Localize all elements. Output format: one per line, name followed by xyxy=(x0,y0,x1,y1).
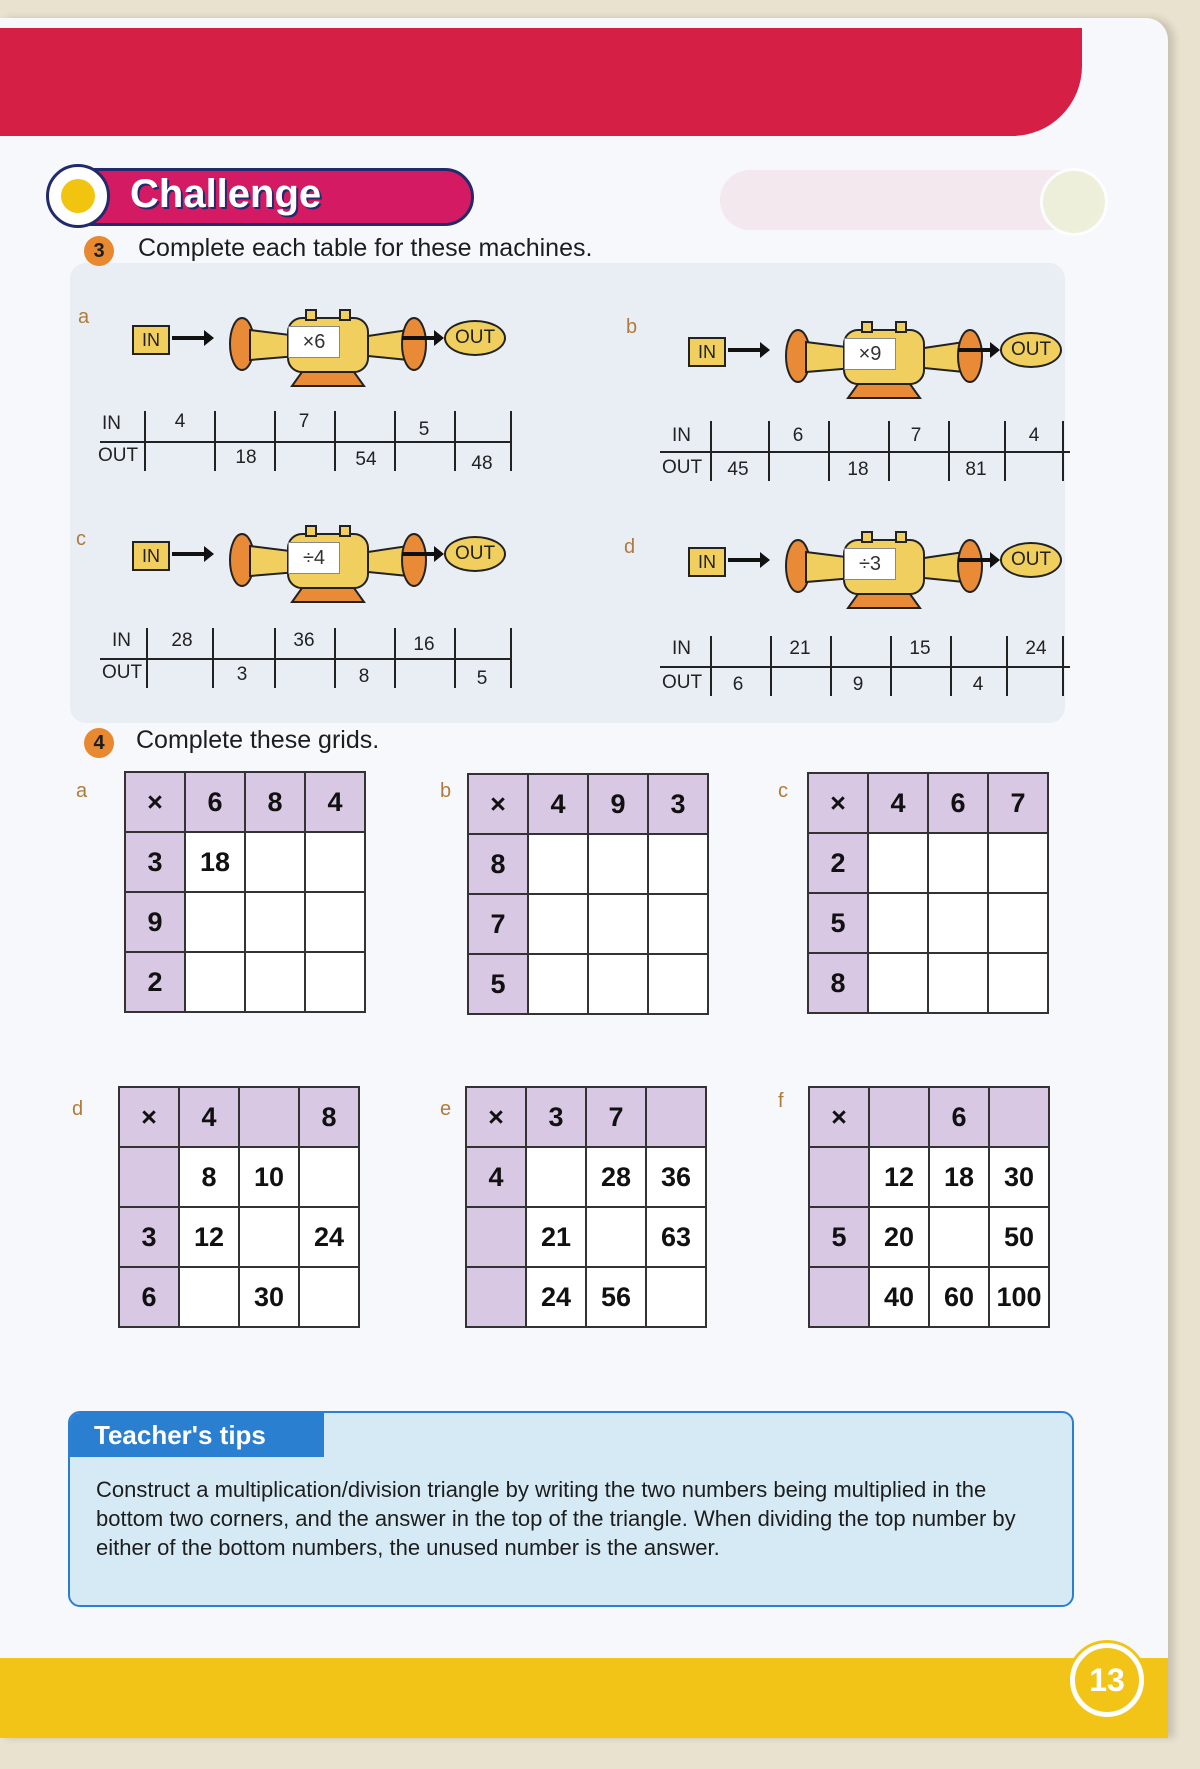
grid-header-cell xyxy=(809,1267,869,1327)
machine-a xyxy=(132,304,502,394)
table-cell: 8 xyxy=(358,666,370,687)
table-cell: 21 xyxy=(789,638,811,659)
question-3-instruction: Complete each table for these machines. xyxy=(138,234,593,262)
grid-cell[interactable] xyxy=(588,834,648,894)
grid-cell[interactable] xyxy=(988,953,1048,1013)
machine-c-letter: c xyxy=(76,528,86,550)
grid-cell[interactable] xyxy=(586,1207,646,1267)
grid-header-cell: 2 xyxy=(125,952,185,1012)
grid-b xyxy=(467,773,709,1015)
grid-cell[interactable] xyxy=(245,832,305,892)
arrow-icon xyxy=(172,552,206,556)
grid-header-cell: × xyxy=(809,1087,869,1147)
table-cell: 18 xyxy=(847,459,869,480)
header-band xyxy=(0,28,1082,136)
grid-row xyxy=(119,1267,359,1327)
table-cell: 4 xyxy=(174,411,186,432)
grid-header-cell: 7 xyxy=(988,773,1048,833)
arrow-icon xyxy=(958,348,992,352)
question-4-number: 4 xyxy=(84,728,114,758)
grid-row xyxy=(468,894,708,954)
in-label: IN xyxy=(112,630,131,651)
grid-row xyxy=(808,893,1048,953)
machine-out-oval: OUT xyxy=(1000,542,1062,578)
grid-a-letter: a xyxy=(76,780,88,802)
grid-d xyxy=(118,1086,360,1328)
grid-cell[interactable] xyxy=(526,1147,586,1207)
machine-in-box: IN xyxy=(132,325,170,355)
challenge-circle-icon xyxy=(46,164,110,228)
machine-b xyxy=(688,316,1058,406)
grid-row xyxy=(809,1087,1049,1147)
grid-header-cell: 4 xyxy=(466,1147,526,1207)
workbook-page xyxy=(0,18,1168,1738)
machine-operation: ÷3 xyxy=(844,548,896,580)
table-cell: 7 xyxy=(298,411,310,432)
grid-header-cell: 3 xyxy=(119,1207,179,1267)
grid-row xyxy=(125,952,365,1012)
table-cell: 36 xyxy=(293,630,315,651)
grid-row xyxy=(808,953,1048,1013)
grid-header-cell: 6 xyxy=(185,772,245,832)
grid-header-cell: 4 xyxy=(305,772,365,832)
table-cell: 81 xyxy=(965,459,987,480)
grid-header-cell: 4 xyxy=(868,773,928,833)
grid-e xyxy=(465,1086,707,1328)
table-cell: 6 xyxy=(732,674,744,695)
machine-operation: ÷4 xyxy=(288,542,340,574)
grid-header-cell: × xyxy=(468,774,528,834)
question-4-instruction: Complete these grids. xyxy=(136,726,380,754)
arrow-icon xyxy=(402,336,436,340)
machine-out-oval: OUT xyxy=(444,536,506,572)
grid-cell[interactable] xyxy=(179,1267,239,1327)
grid-cell[interactable]: 10 xyxy=(239,1147,299,1207)
arrow-icon xyxy=(402,552,436,556)
grid-cell[interactable]: 30 xyxy=(989,1147,1049,1207)
machine-in-box: IN xyxy=(132,541,170,571)
grid-header-cell: 6 xyxy=(928,773,988,833)
grid-header-cell: 4 xyxy=(179,1087,239,1147)
grid-header-cell: 8 xyxy=(468,834,528,894)
grid-cell[interactable] xyxy=(928,833,988,893)
grid-cell[interactable]: 40 xyxy=(869,1267,929,1327)
grid-cell[interactable] xyxy=(646,1267,706,1327)
grid-f xyxy=(808,1086,1050,1328)
grid-row xyxy=(808,773,1048,833)
grid-header-cell xyxy=(239,1087,299,1147)
grid-header-cell: 3 xyxy=(648,774,708,834)
grid-row xyxy=(809,1267,1049,1327)
arrow-icon xyxy=(728,348,762,352)
grid-cell[interactable]: 24 xyxy=(299,1207,359,1267)
grid-cell[interactable] xyxy=(929,1207,989,1267)
io-table-a xyxy=(98,411,510,474)
grid-cell[interactable]: 36 xyxy=(646,1147,706,1207)
challenge-title: Challenge xyxy=(130,172,322,216)
grid-row xyxy=(466,1207,706,1267)
out-label: OUT xyxy=(102,662,143,683)
grid-header-cell: 6 xyxy=(119,1267,179,1327)
machine-b-letter: b xyxy=(626,316,638,338)
grid-cell[interactable] xyxy=(988,833,1048,893)
grid-header-cell xyxy=(646,1087,706,1147)
arrow-icon xyxy=(728,558,762,562)
grid-header-cell xyxy=(466,1207,526,1267)
out-label: OUT xyxy=(662,672,703,693)
grid-row xyxy=(468,954,708,1014)
grid-cell[interactable]: 18 xyxy=(185,832,245,892)
table-cell: 9 xyxy=(852,674,864,695)
grid-header-cell: 9 xyxy=(588,774,648,834)
machine-operation: ×6 xyxy=(288,326,340,358)
grid-c-letter: c xyxy=(778,780,788,802)
grid-cell[interactable] xyxy=(299,1267,359,1327)
grid-header-cell xyxy=(809,1147,869,1207)
grid-header-cell: 4 xyxy=(528,774,588,834)
out-label: OUT xyxy=(98,445,139,466)
grid-header-cell: 7 xyxy=(468,894,528,954)
grid-f-letter: f xyxy=(778,1090,784,1112)
grid-row xyxy=(809,1147,1049,1207)
grid-cell[interactable]: 63 xyxy=(646,1207,706,1267)
grid-header-cell: × xyxy=(808,773,868,833)
table-cell: 4 xyxy=(1028,425,1040,446)
grid-row xyxy=(809,1207,1049,1267)
machine-in-box: IN xyxy=(688,337,726,367)
grid-row xyxy=(125,892,365,952)
grid-header-cell xyxy=(989,1087,1049,1147)
grid-cell[interactable]: 21 xyxy=(526,1207,586,1267)
machine-out-oval: OUT xyxy=(444,320,506,356)
machine-d xyxy=(688,526,1058,616)
footer-band xyxy=(0,1658,1168,1738)
table-cell: 18 xyxy=(235,447,257,468)
grid-cell[interactable]: 60 xyxy=(929,1267,989,1327)
grid-row xyxy=(125,832,365,892)
grid-header-cell: 7 xyxy=(586,1087,646,1147)
grid-cell[interactable]: 24 xyxy=(526,1267,586,1327)
grid-cell[interactable] xyxy=(988,893,1048,953)
grid-header-cell: 5 xyxy=(468,954,528,1014)
table-cell: 45 xyxy=(727,459,749,480)
teachers-tips-title: Teacher's tips xyxy=(70,1413,324,1457)
grid-cell[interactable]: 8 xyxy=(179,1147,239,1207)
grid-a xyxy=(124,771,366,1013)
table-cell: 24 xyxy=(1025,638,1047,659)
grid-cell[interactable] xyxy=(868,953,928,1013)
table-cell: 16 xyxy=(413,634,435,655)
grid-header-cell xyxy=(466,1267,526,1327)
in-label: IN xyxy=(102,413,121,434)
table-cell: 6 xyxy=(792,425,804,446)
table-cell: 4 xyxy=(972,674,984,695)
grid-cell[interactable] xyxy=(299,1147,359,1207)
grid-row xyxy=(466,1267,706,1327)
io-table-b xyxy=(660,421,1070,481)
grid-header-cell: 8 xyxy=(808,953,868,1013)
grid-cell[interactable] xyxy=(245,892,305,952)
table-cell: 7 xyxy=(910,425,922,446)
machine-out-oval: OUT xyxy=(1000,332,1062,368)
grid-cell[interactable]: 100 xyxy=(989,1267,1049,1327)
grid-row xyxy=(468,774,708,834)
page-number: 13 xyxy=(1070,1643,1144,1717)
in-label: IN xyxy=(672,638,691,659)
grid-header-cell: × xyxy=(466,1087,526,1147)
arrow-icon xyxy=(172,336,206,340)
grid-header-cell: 3 xyxy=(125,832,185,892)
grid-cell[interactable] xyxy=(305,892,365,952)
grid-c xyxy=(807,772,1049,1014)
table-cell: 15 xyxy=(909,638,931,659)
table-cell: 54 xyxy=(355,449,377,470)
grid-header-cell: 5 xyxy=(809,1207,869,1267)
show-through-circle xyxy=(1040,168,1108,236)
grid-header-cell: 6 xyxy=(929,1087,989,1147)
grid-cell[interactable] xyxy=(185,952,245,1012)
grid-cell[interactable] xyxy=(928,953,988,1013)
grid-row xyxy=(125,772,365,832)
machine-operation: ×9 xyxy=(844,338,896,370)
grid-header-cell: 8 xyxy=(245,772,305,832)
grid-b-letter: b xyxy=(440,780,452,802)
grid-cell[interactable] xyxy=(648,894,708,954)
out-label: OUT xyxy=(662,457,703,478)
grid-header-cell: 2 xyxy=(808,833,868,893)
table-cell: 3 xyxy=(236,664,248,685)
grid-cell[interactable]: 50 xyxy=(989,1207,1049,1267)
grid-cell[interactable] xyxy=(528,894,588,954)
grid-cell[interactable] xyxy=(648,954,708,1014)
machine-a-letter: a xyxy=(78,306,90,328)
grid-e-letter: e xyxy=(440,1098,452,1120)
grid-header-cell: × xyxy=(119,1087,179,1147)
grid-row xyxy=(119,1147,359,1207)
grid-row xyxy=(119,1207,359,1267)
table-cell: 28 xyxy=(171,630,193,651)
table-cell: 5 xyxy=(418,419,430,440)
teachers-tips-text: Construct a multiplication/division triangle by writing the two numbers being multiplied in the bottom two corners, and the answer in the top of the triangle. When dividing the top number by either of the bottom numbers, the unused number is the answer. xyxy=(96,1477,1016,1560)
grid-row xyxy=(468,834,708,894)
teachers-tips-box xyxy=(68,1411,1074,1607)
grid-cell[interactable] xyxy=(868,893,928,953)
grid-header-cell xyxy=(119,1147,179,1207)
grid-cell[interactable]: 12 xyxy=(179,1207,239,1267)
grid-header-cell: × xyxy=(125,772,185,832)
io-table-d xyxy=(660,636,1070,696)
grid-header-cell: 5 xyxy=(808,893,868,953)
grid-cell[interactable] xyxy=(185,892,245,952)
grid-d-letter: d xyxy=(72,1098,84,1120)
grid-header-cell: 3 xyxy=(526,1087,586,1147)
grid-cell[interactable] xyxy=(648,834,708,894)
grid-header-cell: 9 xyxy=(125,892,185,952)
grid-cell[interactable]: 12 xyxy=(869,1147,929,1207)
machine-d-letter: d xyxy=(624,536,636,558)
grid-cell[interactable]: 20 xyxy=(869,1207,929,1267)
grid-cell[interactable] xyxy=(868,833,928,893)
grid-cell[interactable]: 18 xyxy=(929,1147,989,1207)
grid-row xyxy=(808,833,1048,893)
grid-cell[interactable] xyxy=(305,952,365,1012)
grid-header-cell: 8 xyxy=(299,1087,359,1147)
grid-cell[interactable] xyxy=(245,952,305,1012)
grid-cell[interactable]: 56 xyxy=(586,1267,646,1327)
grid-cell[interactable] xyxy=(528,834,588,894)
question-3-number: 3 xyxy=(84,236,114,266)
challenge-banner xyxy=(46,164,426,228)
grid-row xyxy=(466,1087,706,1147)
grid-header-cell xyxy=(869,1087,929,1147)
grid-cell[interactable] xyxy=(239,1207,299,1267)
machine-c xyxy=(132,520,502,610)
grid-row xyxy=(466,1147,706,1207)
machine-in-box: IN xyxy=(688,547,726,577)
grid-cell[interactable] xyxy=(588,954,648,1014)
grid-cell[interactable] xyxy=(305,832,365,892)
grid-cell[interactable]: 28 xyxy=(586,1147,646,1207)
grid-cell[interactable]: 30 xyxy=(239,1267,299,1327)
grid-cell[interactable] xyxy=(928,893,988,953)
grid-row xyxy=(119,1087,359,1147)
in-label: IN xyxy=(672,425,691,446)
arrow-icon xyxy=(958,558,992,562)
table-cell: 48 xyxy=(471,453,493,474)
grid-cell[interactable] xyxy=(588,894,648,954)
table-cell: 5 xyxy=(476,668,488,689)
io-table-c xyxy=(100,628,510,688)
grid-cell[interactable] xyxy=(528,954,588,1014)
